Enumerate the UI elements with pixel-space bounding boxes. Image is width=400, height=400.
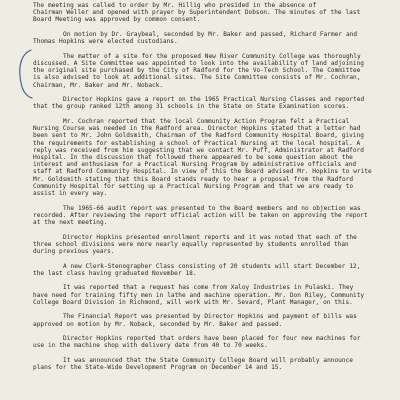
text-line: Chairman, Mr. Baker and Mr. Noback.	[33, 81, 164, 89]
text-line: plans for the State-Wide Development Program on December 14 and 15.	[33, 364, 283, 372]
paragraph	[33, 2, 388, 24]
document-body	[33, 2, 388, 379]
text-line: On motion by Dr. Graybeal, seconded by Mr. Baker and passed, Richard Farmer and	[63, 31, 358, 38]
text-line: the requirements for establishing a school of Practical Nursing at the local hospital. A	[33, 139, 361, 147]
text-line: been sent to Mr. John Goldsmith, Chairman of the Radford Community Hospital Board, giving	[33, 132, 364, 140]
text-line: Board Meeting was approved by common consent.	[33, 16, 201, 24]
paragraph	[33, 313, 388, 327]
text-line: It was reported that a request has come from Xaloy Industries in Pulaski. They	[63, 284, 354, 292]
text-line: The Financial Report was presented by Director Hopkins and payment of bills was	[63, 313, 357, 321]
paragraph	[33, 53, 388, 89]
text-line: Community Hospital for setting up a Practical Nursing Program and that we are ready to	[33, 182, 354, 190]
paragraph	[33, 31, 388, 45]
paragraph	[33, 96, 388, 110]
text-line: have need for training fifty men in lathe and machine operation. Mr. Don Riley, Community	[33, 291, 365, 299]
text-line: Director Hopkins gave a report on the 1965 Practical Nursing Classes and reported	[63, 96, 365, 104]
text-line: the last class having graduated November 18.	[33, 269, 197, 277]
text-line: is also advised to look at additional sites. The Site Committee consists of Mr. Cochran,	[33, 74, 361, 82]
text-line: Director Hopkins presented enrollment reports and it was noted that each of the	[63, 233, 357, 241]
text-line: at the next meeting.	[33, 219, 108, 227]
handwritten-bracket-mark	[17, 48, 33, 100]
paragraph	[33, 335, 388, 349]
text-line: Mr. Goldsmith stating that this Board stands ready to hear a proposal from the Radford	[33, 175, 354, 183]
text-line: reply was received from him suggesting that we contact Mr. Puff, Administrator at Radford	[33, 146, 364, 154]
text-line: staff at Radford Community Hospital. In view of this the Board advised Mr. Hopkins to write	[33, 168, 372, 176]
paragraph	[33, 118, 388, 197]
text-line: Thomas Hopkins were elected custodians.	[33, 38, 178, 46]
text-line: Director Hopkins reported that orders have been placed for four new machines for	[63, 335, 361, 343]
text-line: A new Clerk-Stenographer Class consisting of 20 students will start December 12,	[63, 262, 361, 270]
text-line: The 1965-66 audit report was presented to the Board members and no objection was	[63, 204, 361, 212]
text-line: three school divisions were more nearly equally represented by students enrolled than	[33, 240, 349, 248]
text-line: Mr. Cochran reported that the local Community Action Program felt a Practical	[63, 118, 350, 125]
text-line: discussed. A Site Committee was appointed to look into the availability of land adjoining	[33, 60, 364, 67]
text-line: The matter of a site for the proposed New River Community College was thoroughly	[63, 52, 361, 60]
text-line: during previous years.	[33, 248, 115, 256]
paragraph	[33, 284, 388, 306]
text-line: It was announced that the State Community College Board will probably announce	[63, 357, 353, 365]
paragraph	[33, 357, 388, 371]
text-line: assist in every way.	[33, 190, 108, 198]
paragraph	[33, 234, 388, 256]
text-line: Chairman Weller and opened with prayer by Superintendent Dobson. The minutes of the last	[33, 9, 361, 17]
text-line: College Board Division in Richmond, will work with Mr. Sevard, Plant Manager, on this.	[33, 298, 353, 306]
text-line: interest and enthusiasm for a Practical Nursing Program by administrative officials and	[33, 161, 357, 169]
text-line: approved on motion by Mr. Noback, seconded by Mr. Baker and passed.	[33, 320, 283, 328]
text-line: use in the machine shop with delivery date from 40 to 70 weeks.	[33, 342, 268, 350]
paragraph	[33, 263, 388, 277]
text-line: recorded. After reviewing the report official action will be taken on approving the report	[33, 211, 368, 219]
text-line: Nursing Course was needed in the Radford area. Director Hopkins stated that a letter had	[33, 125, 361, 133]
text-line: The meeting was called to order by Mr. Hillig who presided in the absence of	[33, 2, 317, 9]
paragraph	[33, 205, 388, 227]
text-line: Hospital. In the discussion that followed there appeared to be some question about the	[33, 154, 353, 162]
text-line: that the group ranked 12th among 31 schools in the State on State Examination scores.	[33, 103, 350, 111]
text-line: the original site purchased by the City of Radford for the Vo-Tech School. The Committee	[33, 67, 361, 75]
